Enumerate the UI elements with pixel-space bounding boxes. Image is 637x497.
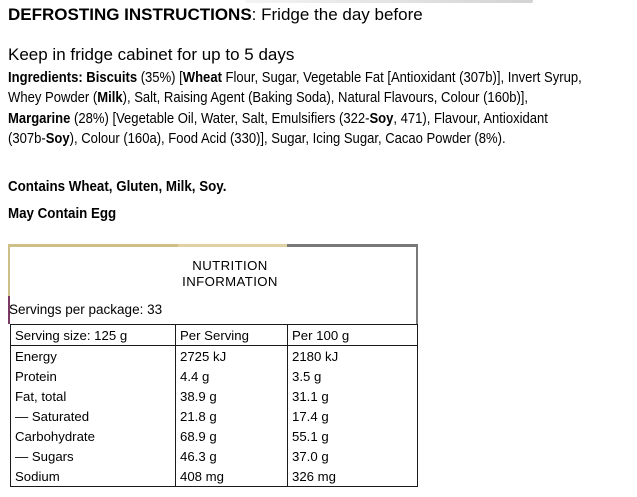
screenshot-artifact xyxy=(245,0,533,3)
table-row xyxy=(11,426,418,446)
header-border-left-tan xyxy=(8,247,10,296)
ingredients-paragraph: Ingredients: Biscuits (35%) [Wheat Flour, Sugar, Vegetable Fat [Antioxidant (307b)], Invert Syrup, Whey Powder (Milk), Salt, Raising Agent (Baking Soda), Natural Flavours, Colour (160b)], Margarine (28%) [Vegetable Oil, Water, Salt, Emulsifiers (322-Soy, 471), Flavour, Antioxidant (307b-Soy), Colour (160a), Food Acid (330)], Sugar, Icing Sugar, Cacao Powder (8%). xyxy=(8,70,582,147)
nutrition-table xyxy=(10,324,418,487)
table-row xyxy=(11,346,418,367)
nutrition-header-box xyxy=(8,244,418,324)
serving-size-cell: Serving size: 125 g xyxy=(11,325,176,346)
header-border-top-tan-light xyxy=(178,244,287,247)
defrosting-title xyxy=(8,5,423,25)
nutrient-label: Fat, total xyxy=(15,388,67,404)
per-serving-value: 4.4 g xyxy=(176,366,288,386)
table-header-row xyxy=(11,325,418,346)
nutrition-title-line1: NUTRITION xyxy=(192,258,268,273)
storage-instruction: Keep in fridge cabinet for up to 5 days xyxy=(8,45,295,64)
header-border-top-gray xyxy=(287,244,418,247)
per-100g-value: 326 mg xyxy=(288,466,418,487)
col-header-per-serving: Per Serving xyxy=(176,325,288,346)
per-100g-value: 55.1 g xyxy=(288,426,418,446)
table-row xyxy=(11,406,418,426)
per-100g-value: 3.5 g xyxy=(288,366,418,386)
nutrient-label: — Sugars xyxy=(15,448,74,464)
nutrient-label: Sodium xyxy=(15,468,60,484)
per-serving-value: 21.8 g xyxy=(176,406,288,426)
nutrient-label: — Saturated xyxy=(15,408,90,424)
header-border-top-tan xyxy=(8,244,178,247)
servings-per-package: Servings per package: 33 xyxy=(9,302,163,317)
per-100g-value: 37.0 g xyxy=(288,446,418,466)
per-100g-value: 2180 kJ xyxy=(288,346,418,367)
defrosting-title-value: : Fridge the day before xyxy=(251,5,423,24)
nutrition-title-line2: INFORMATION xyxy=(182,274,278,289)
per-100g-value: 31.1 g xyxy=(288,386,418,406)
col-header-per-100g: Per 100 g xyxy=(288,325,418,346)
per-serving-value: 38.9 g xyxy=(176,386,288,406)
nutrition-information-title xyxy=(42,258,418,290)
nutrient-label: Protein xyxy=(15,368,57,384)
per-100g-value: 17.4 g xyxy=(288,406,418,426)
defrosting-title-label: DEFROSTING INSTRUCTIONS xyxy=(8,5,252,24)
nutrient-label: Energy xyxy=(15,348,57,364)
allergen-may-contain-statement: May Contain Egg xyxy=(8,206,117,222)
table-row xyxy=(11,466,418,487)
table-row xyxy=(11,446,418,466)
per-serving-value: 408 mg xyxy=(176,466,288,487)
allergen-contains-statement: Contains Wheat, Gluten, Milk, Soy. xyxy=(8,179,227,195)
per-serving-value: 68.9 g xyxy=(176,426,288,446)
table-row xyxy=(11,366,418,386)
table-row xyxy=(11,386,418,406)
per-serving-value: 2725 kJ xyxy=(176,346,288,367)
per-serving-value: 46.3 g xyxy=(176,446,288,466)
nutrient-label: Carbohydrate xyxy=(15,428,95,444)
